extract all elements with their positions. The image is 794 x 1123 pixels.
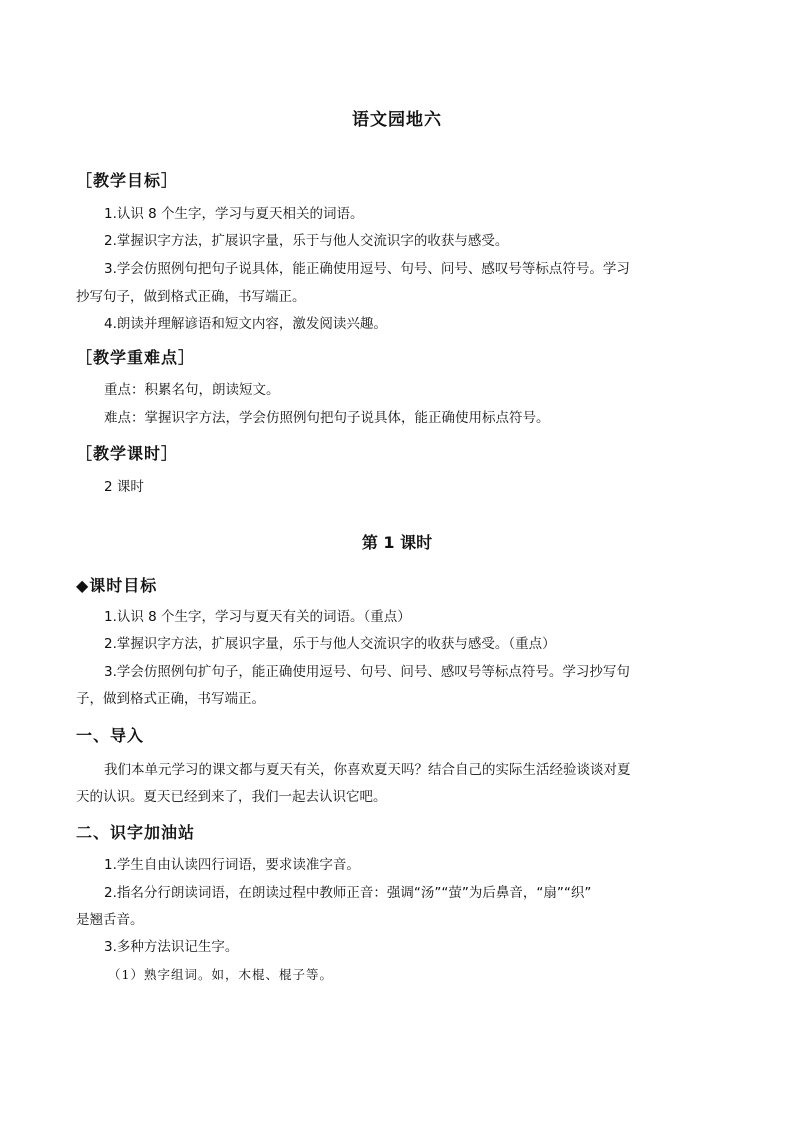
section-heading-periods: ［教学课时］	[76, 444, 179, 463]
goal-item-3: 3.学会仿照例句把句子说具体，能正确使用逗号、句号、问号、感叹号等标点符号。学习	[104, 261, 630, 277]
lesson-goals-heading: ◆课时目标	[76, 576, 158, 595]
literacy-item-1: 1.学生自由认读四行词语，要求读准字音。	[104, 857, 360, 873]
lesson-goal-2: 2.掌握识字方法，扩展识字量，乐于与他人交流识字的收获与感受。（重点）	[104, 636, 556, 652]
lesson-goal-3: 3.学会仿照例句扩句子，能正确使用逗号、句号、问号、感叹号等标点符号。学习抄写句	[104, 664, 630, 680]
difficult-point-item: 难点：掌握识字方法，学会仿照例句把句子说具体，能正确使用标点符号。	[104, 410, 550, 426]
part-heading-intro: 一、导入	[76, 726, 145, 745]
goal-item-2: 2.掌握识字方法，扩展识字量，乐于与他人交流识字的收获与感受。	[104, 233, 509, 249]
key-point-item: 重点：积累名句，朗读短文。	[104, 382, 280, 398]
section-heading-key-points: ［教学重难点］	[76, 348, 196, 367]
literacy-item-2: 2.指名分行朗读词语，在朗读过程中教师正音：强调“汤”“萤”为后鼻音，“扇”“织”	[104, 885, 592, 901]
intro-paragraph-line-2: 天的认识。夏天已经到来了，我们一起去认识它吧。	[76, 789, 387, 805]
goal-item-4: 4.朗读并理解谚语和短文内容，激发阅读兴趣。	[104, 316, 387, 332]
literacy-subitem-1: （1）熟字组词。如，木棍、棍子等。	[108, 967, 333, 982]
section-heading-goals: ［教学目标］	[76, 171, 179, 190]
page-title: 语文园地六	[352, 110, 442, 130]
part-heading-literacy: 二、识字加油站	[76, 823, 196, 842]
lesson-goal-1: 1.认识 8 个生字，学习与夏天有关的词语。（重点）	[104, 609, 411, 625]
literacy-item-2-continued: 是翘舌音。	[76, 912, 144, 928]
period-count: 2 课时	[104, 479, 144, 495]
literacy-item-3: 3.多种方法识记生字。	[104, 939, 239, 955]
goal-item-1: 1.认识 8 个生字，学习与夏天相关的词语。	[104, 206, 364, 222]
lesson-title: 第 1 课时	[361, 533, 433, 552]
intro-paragraph-line-1: 我们本单元学习的课文都与夏天有关，你喜欢夏天吗？结合自己的实际生活经验谈谈对夏	[104, 762, 631, 778]
goal-item-3-continued: 抄写句子，做到格式正确，书写端正。	[76, 289, 306, 305]
lesson-goal-3-continued: 子，做到格式正确，书写端正。	[76, 691, 265, 707]
